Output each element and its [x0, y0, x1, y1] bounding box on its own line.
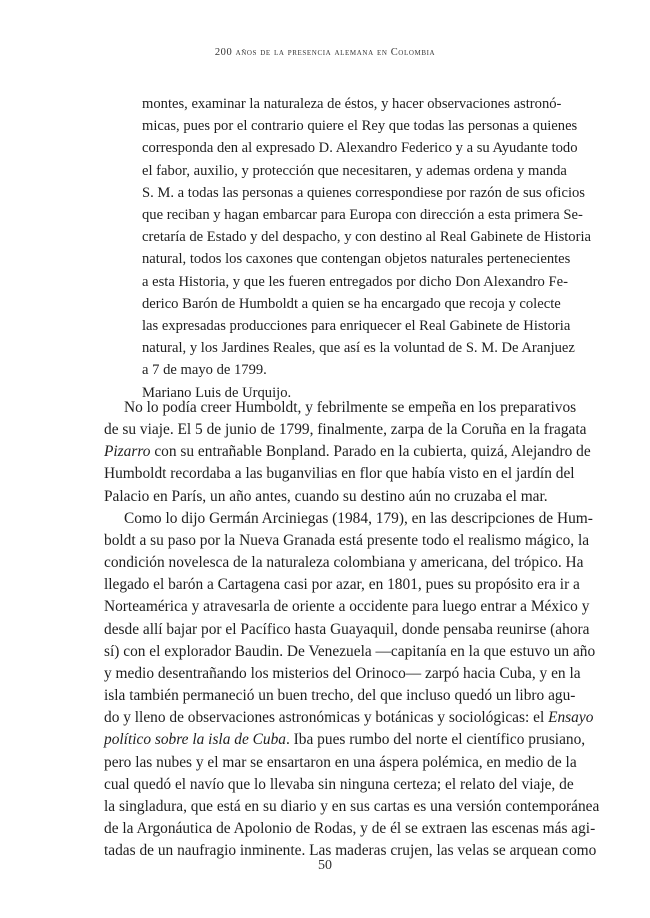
body-line: condición novelesca de la naturaleza colombiana y americana, del trópico. Ha: [104, 554, 584, 572]
body-line: cual quedó el navío que lo llevaba sin ninguna certeza; el relato del viaje, de: [104, 775, 574, 793]
quote-line: S. M. a todas las personas a quienes correspondiese por razón de sus oficios: [142, 184, 585, 201]
body-line: Norteamérica y atravesarla de oriente a occidente para luego entrar a México y: [104, 598, 590, 616]
body-line: la singladura, que está en su diario y en sus cartas es una versión contemporánea: [104, 797, 600, 815]
block-quote: [142, 93, 592, 404]
body-line: Como lo dijo Germán Arciniegas (1984, 179), en las descripciones de Hum-: [124, 509, 593, 527]
body-text: [104, 397, 600, 862]
body-line: y medio desentrañando los misterios del Orinoco— zarpó hacia Cuba, y en la: [104, 664, 581, 682]
quote-line: natural, todos los caxones que contengan objetos naturales pertenecientes: [142, 251, 571, 268]
page-number: 50: [318, 858, 332, 873]
quote-line: a esta Historia, y que les fueren entregados por dicho Don Alexandro Fe-: [142, 273, 568, 290]
quote-line: a 7 de mayo de 1799.: [142, 362, 267, 379]
body-line: do y lleno de observaciones astronómicas y botánicas y sociológicas: el Ensayo: [104, 709, 594, 727]
body-line: boldt a su paso por la Nueva Granada está presente todo el realismo mágico, la: [104, 531, 590, 549]
quote-signature: Mariano Luis de Urquijo.: [142, 384, 292, 401]
quote-line: montes, examinar la naturaleza de éstos, y hacer observaciones astronó-: [142, 96, 562, 112]
quote-line: corresponda den al expresado D. Alexandro Federico y a su Ayudante todo: [142, 140, 578, 157]
body-line: sí) con el explorador Baudin. De Venezuela —capitanía en la que estuvo un año: [104, 642, 596, 660]
body-line: tadas de un naufragio inminente. Las maderas crujen, las velas se arquean como: [104, 842, 597, 860]
italic-title: Pizarro: [104, 443, 151, 461]
quote-line: micas, pues por el contrario quiere el Rey que todas las personas a quienes: [142, 118, 578, 135]
italic-title: Ensayo: [548, 709, 594, 727]
quote-line: natural, y los Jardines Reales, que así es la voluntad de S. M. De Aranjuez: [142, 340, 575, 357]
quote-line: el fabor, auxilio, y protección que necesitaren, y ademas ordena y manda: [142, 162, 567, 179]
body-line: isla también permaneció un buen trecho, del que incluso quedó un libro agu-: [104, 687, 576, 705]
quote-line: derico Barón de Humboldt a quien se ha encargado que recoja y colecte: [142, 295, 561, 312]
body-line: No lo podía creer Humboldt, y febrilmente se empeña en los preparativos: [124, 399, 577, 416]
body-line: pero las nubes y el mar se ensartaron en una áspera polémica, en medio de la: [104, 753, 577, 771]
quote-line: que reciban y hagan embarcar para Europa con dirección a esta primera Se-: [142, 207, 583, 224]
body-line: Pizarro con su entrañable Bonpland. Parado en la cubierta, quizá, Alejandro de: [104, 443, 591, 461]
body-line: Humboldt recordaba a las buganvilias en flor que había visto en el jardín del: [104, 465, 575, 483]
italic-title: político sobre la isla de Cuba: [104, 731, 286, 749]
quote-line: cretaría de Estado y del despacho, y con destino al Real Gabinete de Historia: [142, 229, 592, 246]
body-line: desde allí bajar por el Pacífico hasta Guayaquil, donde pensaba reunirse (ahora: [104, 620, 590, 638]
body-line: llegado el barón a Cartagena casi por azar, en 1801, pues su propósito era ir a: [104, 576, 580, 594]
body-line: de la Argonáutica de Apolonio de Rodas, y de él se extraen las escenas más agi-: [104, 819, 596, 837]
body-line: Palacio en París, un año antes, cuando su destino aún no cruzaba el mar.: [104, 487, 548, 505]
body-line: político sobre la isla de Cuba. Iba pues rumbo del norte el científico prusiano,: [104, 731, 586, 749]
body-line: de su viaje. El 5 de junio de 1799, finalmente, zarpa de la Coruña en la fragata: [104, 421, 587, 439]
running-head: 200 años de la presencia alemana en Colombia: [214, 47, 436, 58]
quote-line: las expresadas producciones para enriquecer el Real Gabinete de Historia: [142, 318, 571, 335]
